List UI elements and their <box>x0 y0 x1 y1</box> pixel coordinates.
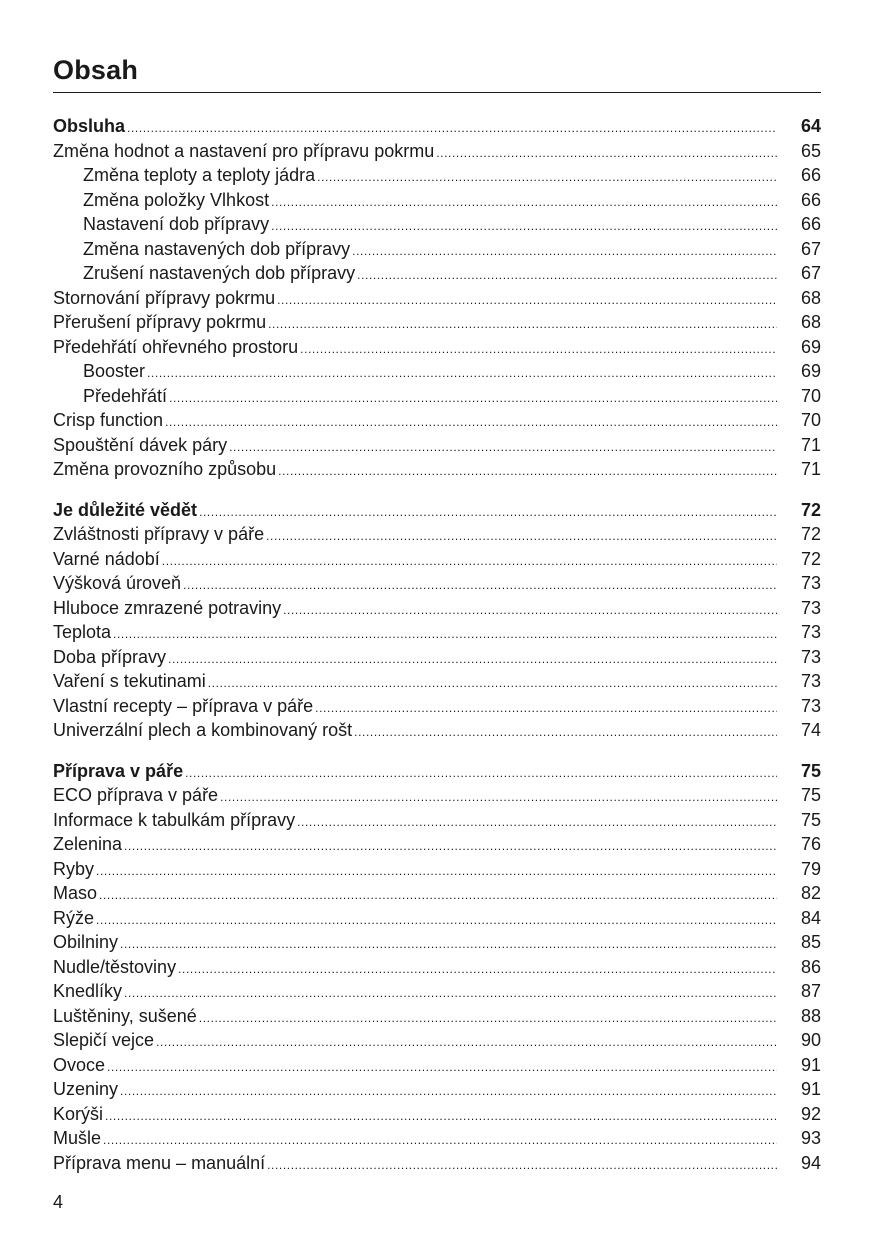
dot-leader <box>124 834 777 859</box>
toc-entry-page: 68 <box>800 287 821 308</box>
toc-entry-label: Luštěniny, sušené <box>53 1005 197 1026</box>
toc-chapter-entry[interactable] <box>53 114 821 139</box>
toc-entry-label: Rýže <box>53 907 95 928</box>
dot-leader <box>113 622 777 647</box>
dot-leader <box>229 435 777 460</box>
toc-entry-label: Korýši <box>53 1103 104 1124</box>
toc-entry-label: Varné nádobí <box>53 548 160 569</box>
toc-entry[interactable] <box>53 832 821 857</box>
toc-entry-label: Nastavení dob přípravy <box>83 214 270 234</box>
dot-leader <box>96 908 777 933</box>
toc-entry[interactable] <box>53 669 821 694</box>
toc-entry-page: 70 <box>800 410 821 430</box>
toc-entry-page: 67 <box>800 238 821 259</box>
toc-entry-page: 72 <box>800 548 821 569</box>
toc-entry-page: 90 <box>800 1030 821 1050</box>
dot-leader <box>162 549 777 574</box>
dot-leader <box>127 116 777 141</box>
toc-entry-page: 69 <box>800 361 821 381</box>
toc-entry-label: Výšková úroveň <box>53 573 182 593</box>
toc-entry-page: 67 <box>800 263 821 283</box>
dot-leader <box>199 500 777 525</box>
toc-entry[interactable] <box>53 1004 821 1029</box>
toc-entry-label: Ryby <box>53 858 95 879</box>
dot-leader <box>436 141 777 166</box>
toc-entry[interactable] <box>53 783 821 808</box>
toc-entry[interactable] <box>53 571 821 596</box>
page-title: Obsah <box>53 55 139 85</box>
dot-leader <box>165 410 777 435</box>
toc-entry-label: Vlastní recepty – příprava v páře <box>53 695 314 716</box>
dot-leader <box>208 671 777 696</box>
dot-leader <box>354 720 777 745</box>
toc-entry-label: Doba přípravy <box>53 646 167 667</box>
dot-leader <box>105 1104 777 1129</box>
toc-entry-label: Předehřátí ohřevného prostoru <box>53 336 299 357</box>
toc-subentry[interactable] <box>53 359 821 384</box>
toc-entry-page: 65 <box>800 140 821 161</box>
toc-subentry[interactable] <box>53 237 821 262</box>
toc-entry-label: Změna položky Vlhkost <box>83 189 270 210</box>
toc-entry-page: 73 <box>800 695 821 716</box>
toc-entry-page: 73 <box>800 622 821 642</box>
toc-entry-page: 75 <box>800 760 821 781</box>
toc-entry-label: Zrušení nastavených dob přípravy <box>83 263 356 283</box>
dot-leader <box>268 312 777 337</box>
toc-entry-page: 73 <box>800 597 821 618</box>
dot-leader <box>220 785 777 810</box>
toc-entry[interactable] <box>53 433 821 458</box>
toc-entry-page: 84 <box>800 907 821 928</box>
toc-entry[interactable] <box>53 906 821 931</box>
toc-entry-label: Nudle/těstoviny <box>53 956 177 977</box>
toc-entry[interactable] <box>53 522 821 547</box>
toc-entry-label: Obsluha <box>53 116 126 136</box>
toc-entry[interactable] <box>53 645 821 670</box>
toc-entry-page: 82 <box>800 883 821 903</box>
toc-entry[interactable] <box>53 694 821 719</box>
toc-entry[interactable] <box>53 808 821 833</box>
toc-entry-label: Informace k tabulkám přípravy <box>53 809 296 830</box>
toc-entry-label: Předehřátí <box>83 385 168 406</box>
toc-entry-page: 87 <box>800 981 821 1001</box>
toc-entry-page: 73 <box>800 646 821 667</box>
dot-leader <box>147 361 777 386</box>
dot-leader <box>103 1128 777 1153</box>
toc-entry-label: Změna nastavených dob přípravy <box>83 238 351 259</box>
toc-entry-page: 85 <box>800 932 821 952</box>
dot-leader <box>156 1030 777 1055</box>
toc-entry-page: 73 <box>800 573 821 593</box>
toc-chapter-entry[interactable] <box>53 498 821 523</box>
dot-leader <box>317 165 777 190</box>
toc-entry-page: 75 <box>800 785 821 805</box>
toc-entry[interactable] <box>53 1151 821 1176</box>
toc-entry[interactable] <box>53 881 821 906</box>
dot-leader <box>120 932 777 957</box>
toc-entry-label: Uzeniny <box>53 1079 119 1099</box>
toc-section <box>53 114 821 482</box>
toc-entry-label: Maso <box>53 883 98 903</box>
toc-entry-label: Slepičí vejce <box>53 1030 155 1050</box>
dot-leader <box>199 1006 777 1031</box>
toc-entry-label: Příprava v páře <box>53 760 184 781</box>
toc-entry-page: 92 <box>800 1103 821 1124</box>
toc-section <box>53 759 821 1176</box>
title-divider <box>53 92 821 93</box>
toc-entry-label: Stornování přípravy pokrmu <box>53 287 276 308</box>
dot-leader <box>357 263 777 288</box>
toc-entry-label: Univerzální plech a kombinovaný rošt <box>53 720 353 740</box>
dot-leader <box>168 647 777 672</box>
toc-subentry[interactable] <box>53 163 821 188</box>
dot-leader <box>278 459 777 484</box>
dot-leader <box>185 761 777 786</box>
toc-entry-label: Zelenina <box>53 834 123 854</box>
toc-entry-page: 93 <box>800 1128 821 1148</box>
toc-entry-page: 79 <box>800 858 821 879</box>
toc-entry[interactable] <box>53 718 821 743</box>
toc-entry[interactable] <box>53 286 821 311</box>
dot-leader <box>300 337 777 362</box>
toc-entry[interactable] <box>53 408 821 433</box>
toc-entry[interactable] <box>53 979 821 1004</box>
toc-section <box>53 498 821 743</box>
toc-entry-label: Crisp function <box>53 410 164 430</box>
dot-leader <box>266 524 777 549</box>
toc-entry-page: 88 <box>800 1005 821 1026</box>
dot-leader <box>352 239 777 264</box>
dot-leader <box>283 598 777 623</box>
toc-entry-page: 69 <box>800 336 821 357</box>
toc-entry-page: 72 <box>800 499 821 520</box>
toc-entry[interactable] <box>53 1077 821 1102</box>
dot-leader <box>271 190 777 215</box>
toc-entry[interactable] <box>53 620 821 645</box>
dot-leader <box>178 957 777 982</box>
toc-entry-label: Obilniny <box>53 932 119 952</box>
toc-entry[interactable] <box>53 1126 821 1151</box>
dot-leader <box>183 573 777 598</box>
toc-entry[interactable] <box>53 1053 821 1078</box>
toc-entry-page: 73 <box>800 671 821 691</box>
toc-entry[interactable] <box>53 335 821 360</box>
toc-entry-page: 86 <box>800 956 821 977</box>
toc-entry[interactable] <box>53 457 821 482</box>
toc-entry[interactable] <box>53 547 821 572</box>
toc-entry-label: Změna hodnot a nastavení pro přípravu pokrmu <box>53 140 435 161</box>
dot-leader <box>124 981 777 1006</box>
toc-entry-page: 72 <box>800 524 821 544</box>
toc-entry-page: 94 <box>800 1152 821 1173</box>
toc-entry-page: 64 <box>800 116 821 136</box>
toc-entry-page: 70 <box>800 385 821 406</box>
toc-entry[interactable] <box>53 955 821 980</box>
toc-entry-label: Přerušení přípravy pokrmu <box>53 312 267 332</box>
dot-leader <box>120 1079 777 1104</box>
toc-entry[interactable] <box>53 596 821 621</box>
toc-entry-label: Ovoce <box>53 1054 106 1075</box>
toc-entry-label: Zvláštnosti přípravy v páře <box>53 524 265 544</box>
toc-entry-page: 75 <box>800 809 821 830</box>
table-of-contents <box>53 114 821 1175</box>
toc-entry-label: Booster <box>83 361 146 381</box>
toc-entry-page: 66 <box>800 214 821 234</box>
toc-entry-label: Příprava menu – manuální <box>53 1152 266 1173</box>
dot-leader <box>297 810 777 835</box>
dot-leader <box>107 1055 777 1080</box>
page-number: 4 <box>53 1192 64 1212</box>
dot-leader <box>277 288 777 313</box>
toc-entry[interactable] <box>53 930 821 955</box>
dot-leader <box>315 696 777 721</box>
toc-subentry[interactable] <box>53 384 821 409</box>
toc-entry-page: 76 <box>800 834 821 854</box>
toc-entry-page: 71 <box>800 459 821 479</box>
toc-entry-page: 71 <box>800 434 821 455</box>
toc-entry-label: Teplota <box>53 622 112 642</box>
toc-subentry[interactable] <box>53 212 821 237</box>
toc-entry-page: 66 <box>800 165 821 185</box>
dot-leader <box>271 214 777 239</box>
toc-entry-label: Hluboce zmrazené potraviny <box>53 597 282 618</box>
toc-subentry[interactable] <box>53 261 821 286</box>
toc-entry-label: Vaření s tekutinami <box>53 671 206 691</box>
toc-entry-label: ECO příprava v páře <box>53 785 219 805</box>
toc-entry-label: Změna teploty a teploty jádra <box>83 165 316 185</box>
toc-entry-label: Je důležité vědět <box>53 499 198 520</box>
toc-entry-label: Mušle <box>53 1128 102 1148</box>
dot-leader <box>96 859 777 884</box>
dot-leader <box>169 386 777 411</box>
toc-entry-page: 74 <box>800 720 821 740</box>
toc-entry[interactable] <box>53 857 821 882</box>
dot-leader <box>99 883 777 908</box>
toc-entry-page: 68 <box>800 312 821 332</box>
toc-entry-page: 66 <box>800 189 821 210</box>
toc-subentry[interactable] <box>53 188 821 213</box>
toc-entry-page: 91 <box>800 1054 821 1075</box>
toc-entry[interactable] <box>53 1028 821 1053</box>
toc-entry-page: 91 <box>800 1079 821 1099</box>
toc-entry-label: Knedlíky <box>53 981 123 1001</box>
toc-entry-label: Změna provozního způsobu <box>53 459 277 479</box>
toc-entry[interactable] <box>53 310 821 335</box>
toc-entry[interactable] <box>53 1102 821 1127</box>
toc-entry[interactable] <box>53 139 821 164</box>
dot-leader <box>267 1153 777 1178</box>
toc-entry-label: Spouštění dávek páry <box>53 434 228 455</box>
toc-chapter-entry[interactable] <box>53 759 821 784</box>
